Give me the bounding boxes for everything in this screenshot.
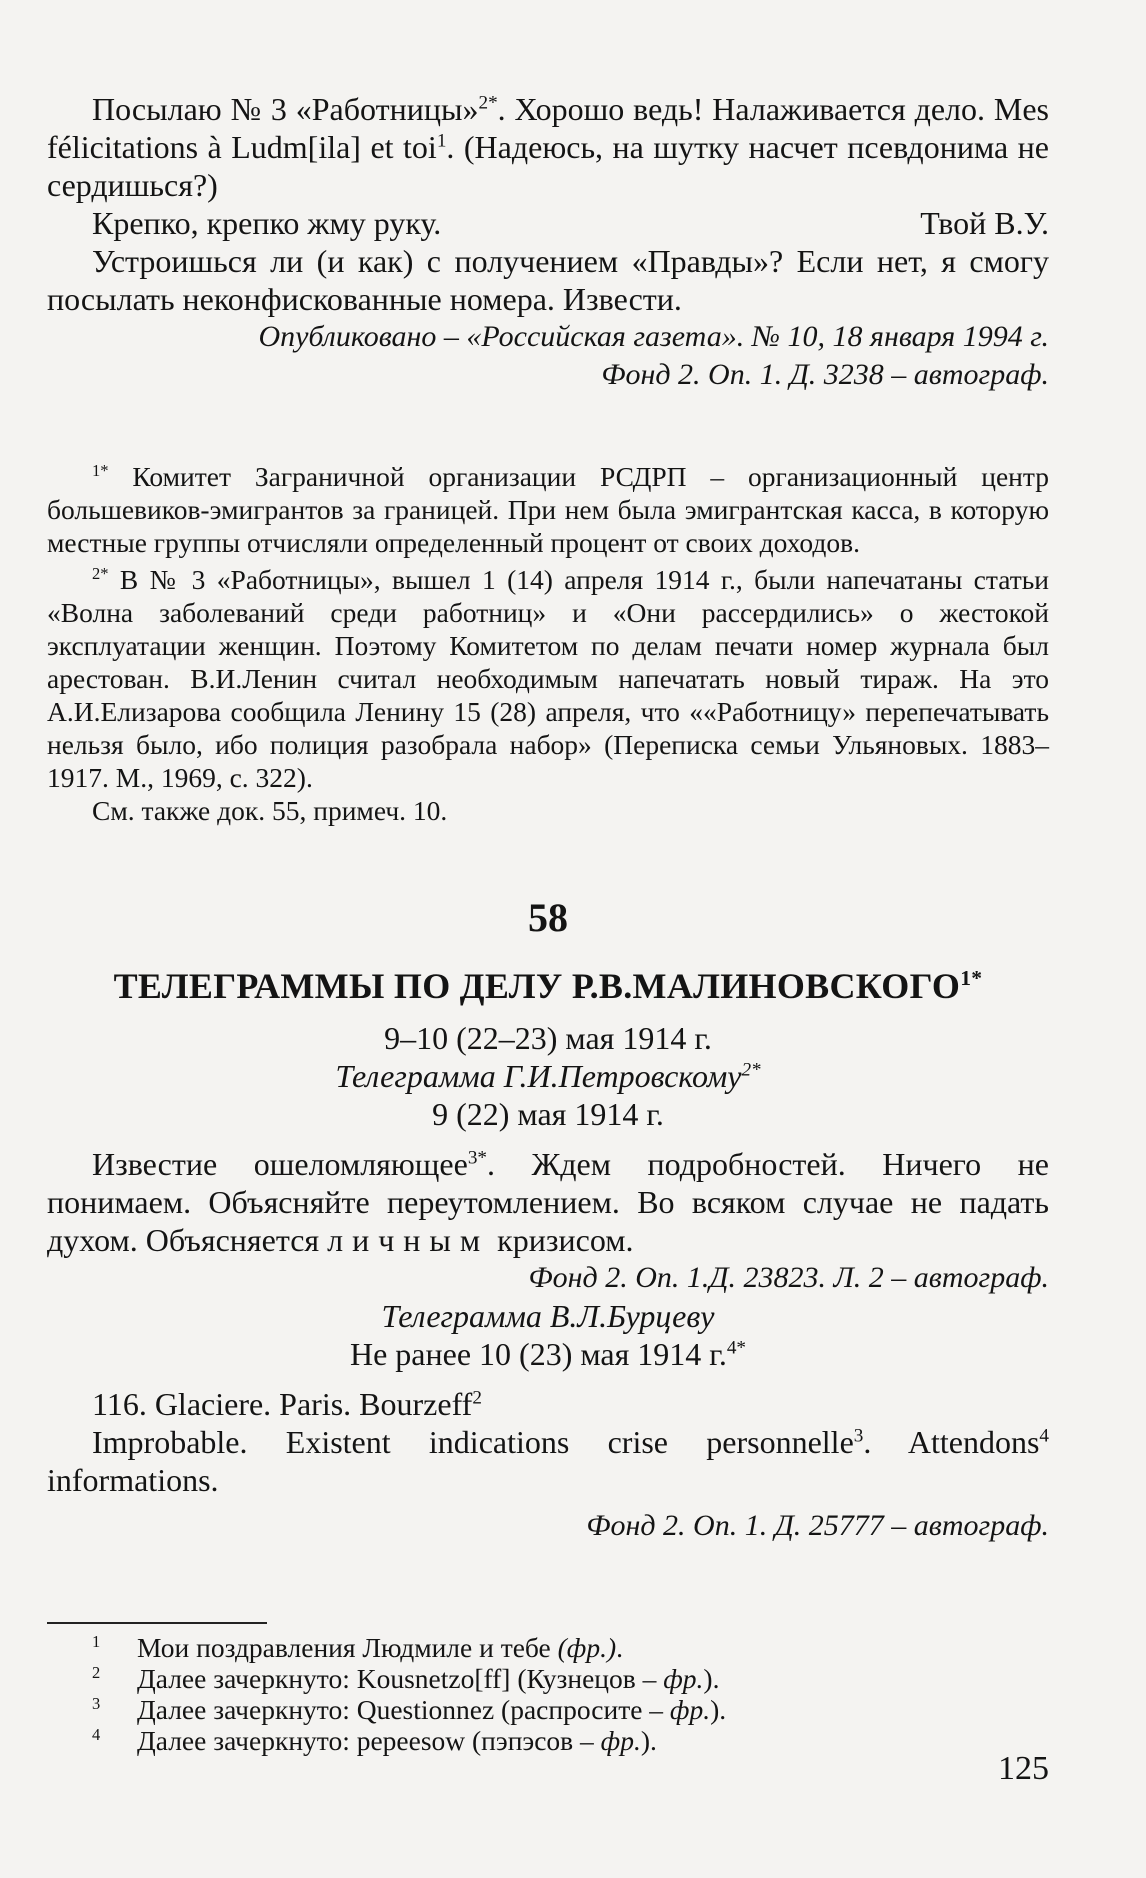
- letter-ending: [47, 90, 1049, 394]
- telegram-2-archive: Фонд 2. Оп. 1. Д. 25777 – автограф.: [586, 1509, 1049, 1542]
- telegram-1-archive: Фонд 2. Оп. 1.Д. 23823. Л. 2 – автограф.: [528, 1261, 1049, 1294]
- text: Комитет Заграничной организации РСДРП – организационный центр большевиков-эмигрантов за границей. При нем была эмигрантская касса, в которую местные группы отчисляли определенный процент от своих доходов.: [47, 461, 1049, 558]
- telegram-2-heading: Телеграмма В.Л.Бурцеву: [381, 1298, 715, 1334]
- text: . Attendons: [863, 1424, 1040, 1460]
- footnote-2: [47, 563, 1049, 794]
- telegram-2-address: [47, 1385, 1049, 1423]
- editor-footnote-3: 3 Далее зачеркнуто: Questionnez (распросите – фр.).: [92, 1693, 727, 1725]
- lang-note: фр.: [600, 1725, 641, 1756]
- telegram-1-heading: [47, 1057, 1049, 1095]
- note-ref: 3: [853, 1425, 864, 1447]
- editor-footnote-2: 2 Далее зачеркнуто: Kousnetzo[ff] (Кузнецов – фр.).: [92, 1662, 720, 1694]
- spaced-text: личным: [327, 1222, 490, 1258]
- text: Далее зачеркнуто: Kousnetzo[ff] (Кузнецов –: [137, 1663, 664, 1694]
- text: ).: [640, 1725, 657, 1756]
- text: Не ранее 10 (23) мая 1914 г.: [349, 1336, 727, 1372]
- note-ref: 2*: [478, 92, 498, 114]
- note-ref: 4*: [726, 1337, 746, 1359]
- text: .: [616, 1632, 623, 1663]
- telegram-2-date: [47, 1335, 1049, 1373]
- text: 116. Glaciere. Paris. Bourzeff: [92, 1386, 473, 1422]
- text: Телеграмма Г.И.Петровскому: [335, 1058, 742, 1094]
- page-number: 125: [998, 1750, 1049, 1787]
- telegram-2-text: [47, 1423, 1049, 1499]
- document-title: [47, 963, 1049, 1009]
- note-ref: 4: [1039, 1425, 1049, 1447]
- lang-note: (фр.): [557, 1632, 617, 1663]
- editor-footnote-4: 4 Далее зачеркнуто: pepeesow (пэпэсов – фр.).: [92, 1724, 657, 1756]
- text: ТЕЛЕГРАММЫ ПО ДЕЛУ Р.В.МАЛИНОВСКОГО: [113, 966, 961, 1006]
- document-dates: 9–10 (22–23) мая 1914 г.: [384, 1020, 712, 1056]
- text: Improbable. Existent indications crise personnelle: [92, 1424, 854, 1460]
- footnotes-top: [47, 460, 1049, 827]
- text: Мои поздравления Людмиле и тебе: [137, 1632, 558, 1663]
- text: informations.: [47, 1462, 219, 1498]
- text: . (Надеюсь, на шутку насчет псевдонима не сердишься?): [47, 129, 1050, 203]
- signature: Твой В.У.: [920, 205, 1049, 241]
- note-ref: 1*: [960, 966, 983, 990]
- text: кризисом.: [489, 1222, 634, 1258]
- note-ref: 2: [472, 1387, 482, 1409]
- text: Далее зачеркнуто: pepeesow (пэпэсов –: [137, 1725, 601, 1756]
- archive-reference: Фонд 2. Оп. 1. Д. 3238 – автограф.: [601, 358, 1049, 391]
- footnote-1: [47, 460, 1049, 559]
- telegram-1-date: 9 (22) мая 1914 г.: [432, 1096, 664, 1132]
- note-ref: 2*: [741, 1059, 761, 1081]
- closing-text: Крепко, крепко жму руку.: [92, 205, 442, 241]
- telegram-1-text: [47, 1145, 1049, 1259]
- text: ).: [703, 1663, 720, 1694]
- note-ref: 1: [436, 130, 447, 152]
- text: . Хорошо ведь! Налаживается дело. Mes félicitations à Ludm[ila] et toi: [47, 91, 1050, 165]
- footnote-rule: [47, 1622, 267, 1624]
- text: ).: [710, 1694, 727, 1725]
- postscript: Устроишься ли (и как) с получением «Правды»? Если нет, я смогу посылать неконфискованные номера. Извести.: [47, 243, 1049, 317]
- text: Далее зачеркнуто: Questionnez (распросите –: [137, 1694, 670, 1725]
- text: . Ждем подробностей. Ничего не понимаем. Объясняйте переутомлением. Во всяком случае не падать духом. Объясняется: [47, 1146, 1049, 1258]
- document-number: 58: [528, 895, 568, 940]
- editor-footnotes: [47, 1632, 1049, 1756]
- see-also: См. также док. 55, примеч. 10.: [92, 795, 448, 826]
- footnote-mark: 2*: [92, 563, 109, 583]
- lang-note: фр.: [669, 1694, 711, 1725]
- text: Посылаю № 3 «Работницы»: [92, 91, 479, 127]
- text: В № 3 «Работницы», вышел 1 (14) апреля 1914 г., были напечатаны статьи «Волна заболеваний среди работниц» и «Они рассердились» о жестокой эксплуатации женщин. Поэтому Комитетом по делам печати номер журнала был арестован. В.И.Ленин считал необходимым напечатать новый тираж. На это А.И.Елизарова сообщила Ленину 15 (28) апреля, что ««Работницу» перепечатывать нельзя было, ибо полиция разобрала набор» (Переписка семьи Ульяновых. 1883–1917. М., 1969, с. 322).: [47, 564, 1050, 793]
- lang-note: фр.: [663, 1663, 704, 1694]
- footnote-mark: 1*: [92, 460, 109, 480]
- closing-line: [47, 204, 1049, 242]
- note-ref: 3*: [467, 1147, 488, 1169]
- document-58: [47, 893, 1049, 1545]
- letter-paragraph: [47, 90, 1049, 204]
- editor-footnote-1: 1 Мои поздравления Людмиле и тебе (фр.).: [92, 1631, 623, 1663]
- publication-note: Опубликовано – «Российская газета». № 10, 18 января 1994 г.: [258, 320, 1049, 353]
- text: Известие ошеломляющее: [92, 1146, 468, 1182]
